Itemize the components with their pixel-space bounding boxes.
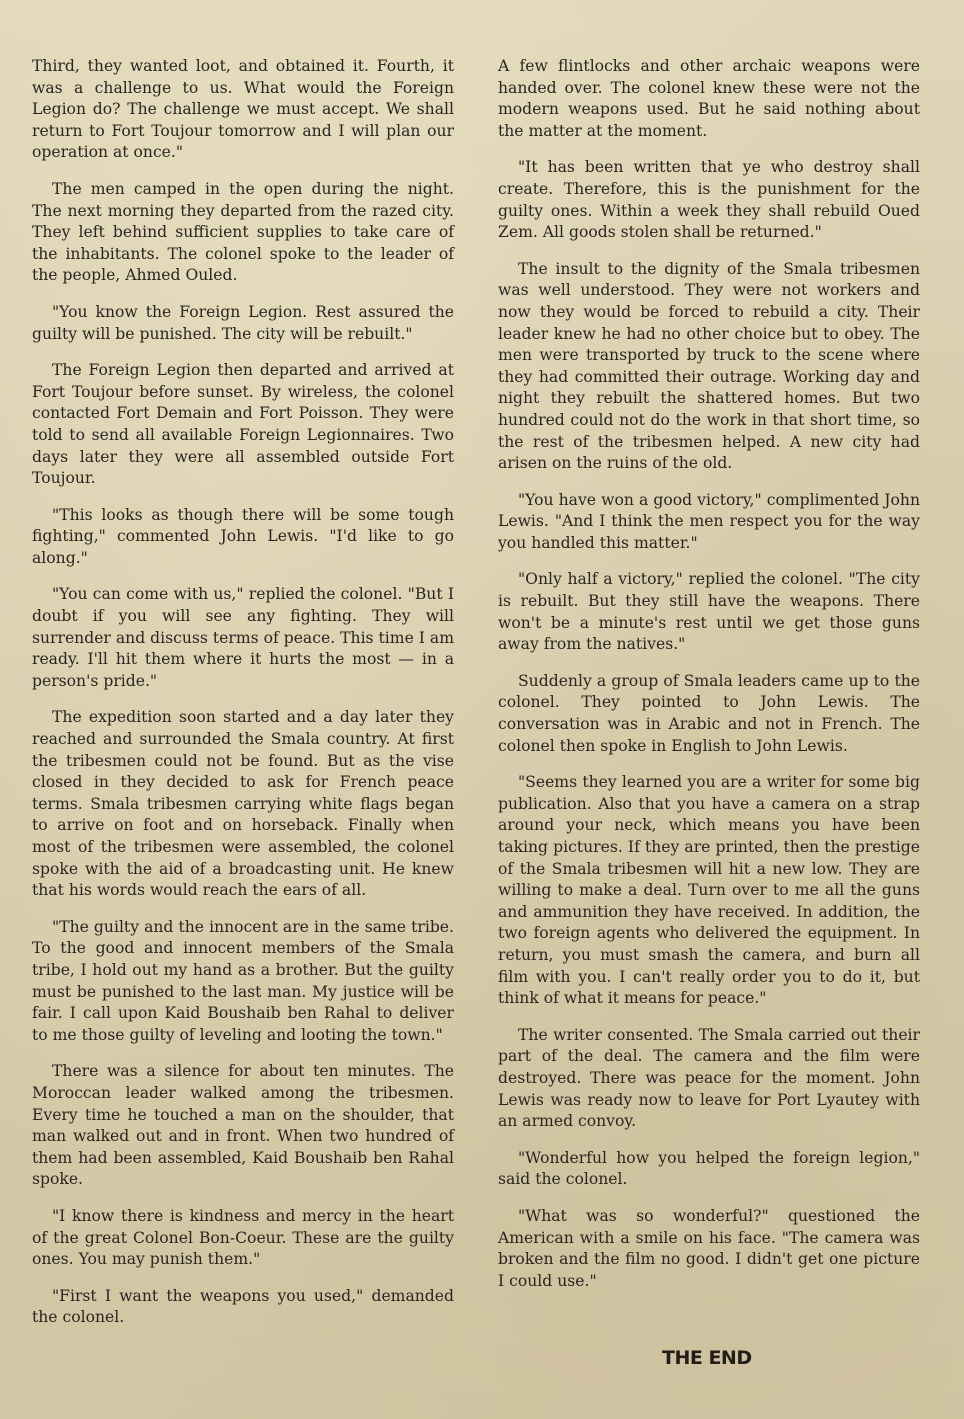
paragraph: "You can come with us," replied the colonel. "But I doubt if you will see any fighting. They will surrender and discuss terms of peace. This time I am ready. I'll hit them where it hurts the most — in a person's pride." [32,585,454,690]
left-text-column [32,56,454,1344]
paragraph: There was a silence for about ten minutes. The Moroccan leader walked among the tribesmen. Every time he touched a man on the shoulder, that man walked out and in front. When two hundred of them had been assembled, Kaid Boushaib ben Rahal spoke. [32,1062,454,1189]
paragraph: Suddenly a group of Smala leaders came up to the colonel. They pointed to John Lewis. The conversation was in Arabic and not in French. The colonel then spoke in English to John Lewis. [498,671,920,755]
paragraph: "Seems they learned you are a writer for some big publication. Also that you have a camera on a strap around your neck, which means you have been taking pictures. If they are printed, then the prestige of the Smala tribesmen will hit a new low. They are willing to make a deal. Turn over to me all the guns and ammunition they have received. In addition, the two foreign agents who delivered the equipment. In return, you must smash the camera, and burn all film with you. I can't really order you to do it, but think of what it means for peace." [498,773,920,1008]
paragraph: Third, they wanted loot, and obtained it. Fourth, it was a challenge to us. What would the Foreign Legion do? The challenge we must accept. We shall return to Fort Toujour tomorrow and I will plan our operation at once." [32,57,454,162]
paragraph: A few flintlocks and other archaic weapons were handed over. The colonel knew these were not the modern weapons used. But he said nothing about the matter at the moment. [498,57,920,140]
paragraph: "I know there is kindness and mercy in the heart of the great Colonel Bon-Coeur. These are the guilty ones. You may punish them." [32,1206,454,1269]
paragraph: The Foreign Legion then departed and arrived at Fort Toujour before sunset. By wireless, the colonel contacted Fort Demain and Fort Poisson. They were told to send all available Foreign Legionnaires. Two days later they were all assembled outside Fort Toujour. [32,361,454,488]
paragraph: "It has been written that ye who destroy shall create. Therefore, this is the punishment for the guilty ones. Within a week they shall rebuild Oued Zem. All goods stolen shall be returned." [498,158,920,242]
paragraph: The writer consented. The Smala carried out their part of the deal. The camera and the film were destroyed. There was peace for the moment. John Lewis was ready now to leave for Port Lyautey with an armed convoy. [498,1025,920,1131]
paragraph: "Wonderful how you helped the foreign legion," said the colonel. [498,1148,920,1189]
paragraph: "The guilty and the innocent are in the same tribe. To the good and innocent members of the Smala tribe, I hold out my hand as a brother. But the guilty must be punished to the last man. My justice will be fair. I call upon Kaid Boushaib ben Rahal to deliver to me those guilty of leveling and looting the town." [32,917,454,1044]
paragraph: "This looks as though there will be some tough fighting," commented John Lewis. "I'd like to go along." [32,505,454,567]
paragraph: "What was so wonderful?" questioned the American with a smile on his face. "The camera was broken and the film no good. I didn't get one picture I could use." [498,1206,920,1290]
paragraph: The expedition soon started and a day later they reached and surrounded the Smala country. At first the tribesmen could not be found. But as the vise closed in they decided to ask for French peace terms. Smala tribesmen carrying white flags began to arrive on foot and on horseback. Finally when most of the tribesmen were assembled, the colonel spoke with the aid of a broadcasting unit. He knew that his words would reach the ears of all. [32,708,454,900]
paragraph: The insult to the dignity of the Smala tribesmen was well understood. They were not workers and now they would be forced to rebuild a city. Their leader knew he had no other choice but to obey. The men were transported by truck to the scene where they had committed their outrage. Working day and night they rebuilt the shattered homes. But two hundred could not do the work in that short time, so the rest of the tribesmen helped. A new city had arisen on the ruins of the old. [498,259,920,473]
paragraph: "First I want the weapons you used," demanded the colonel. [32,1286,454,1327]
paragraph: "You know the Foreign Legion. Rest assured the guilty will be punished. The city will be rebuilt." [32,302,454,343]
paragraph: "Only half a victory," replied the colonel. "The city is rebuilt. But they still have the weapons. There won't be a minute's rest until we get those guns away from the natives." [498,570,920,654]
paragraph: "You have won a good victory," complimented John Lewis. "And I think the men respect you for the way you handled this matter." [498,490,920,552]
right-text-column [498,56,920,1307]
paragraph: The men camped in the open during the night. The next morning they departed from the razed city. They left behind sufficient supplies to take care of the inhabitants. The colonel spoke to the leader of the people, Ahmed Ouled. [32,179,454,285]
the-end-label: THE END [662,1347,752,1369]
